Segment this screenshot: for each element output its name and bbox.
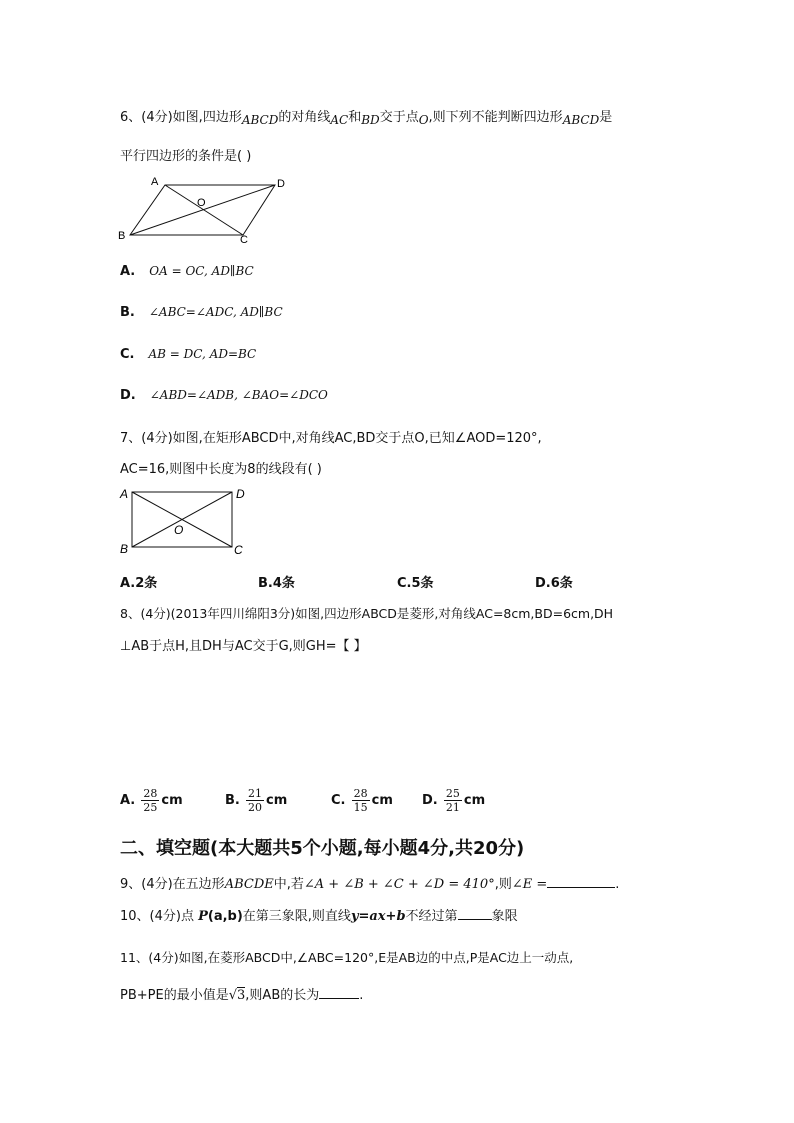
q6-option-d-expr: ∠ABD=∠ADB, ∠BAO=∠DCO — [149, 388, 328, 402]
q6-option-c-expr: AB = DC, AD=BC — [148, 347, 257, 361]
q8-option-c-den: 15 — [353, 801, 368, 814]
q8-option-b-fraction — [246, 787, 264, 814]
q8-option-d-num: 25 — [445, 787, 460, 800]
q7-label-b: B — [120, 542, 129, 556]
q11-line1: 11、(4分)如图,在菱形ABCD中,∠ABC=120°,E是AB边的中点,P是AC边上一动点, — [120, 950, 574, 965]
q8-option-b-label: B. — [225, 793, 240, 808]
q8-option-b-unit: cm — [266, 793, 288, 808]
q8-line2: ⊥AB于点H,且DH与AC交于G,则GH=【 】 — [120, 639, 367, 654]
q11-line2 — [120, 984, 363, 1003]
q8-option-c-label: C. — [331, 793, 346, 808]
q6-label-c: C — [240, 234, 248, 246]
q7-line2: AC=16,则图中长度为8的线段有( ) — [120, 462, 322, 477]
q6-option-b-label: B. — [120, 305, 135, 320]
q6-text-e: 是 — [599, 110, 613, 125]
q11-line2-a: PB+PE的最小值是 — [120, 988, 229, 1003]
q8-option-a-unit: cm — [161, 793, 183, 808]
q10-mid: 在第三象限,则直线 — [242, 909, 351, 924]
q10-answer-blank[interactable] — [458, 907, 492, 920]
q6-option-d-label: D. — [120, 388, 136, 403]
q8-option-c-fraction — [352, 787, 370, 814]
q8-option-b[interactable] — [225, 787, 287, 814]
q8-option-a-num: 28 — [143, 787, 158, 800]
q7-label-c: C — [234, 543, 243, 557]
q7-label-o: O — [174, 523, 184, 537]
q11-answer-blank[interactable] — [319, 986, 359, 999]
q6-text-a: 6、(4分)如图,四边形 — [120, 110, 242, 125]
q7-option-b[interactable]: B.4条 — [258, 576, 295, 591]
q11-line2-c: . — [359, 988, 364, 1003]
q6-text-b: 的对角线 — [278, 110, 331, 125]
q9-prefix: 9、(4分)在五边形 — [120, 877, 225, 892]
q8-option-b-num: 21 — [248, 787, 262, 800]
q7-option-a[interactable]: A.2条 — [120, 576, 158, 591]
q8-option-a-label: A. — [120, 793, 136, 808]
q7-label-a: A — [120, 487, 129, 501]
q9-mid: 中,若 — [273, 877, 304, 892]
q6-abcd-2: ABCD — [562, 113, 600, 127]
q9-then: ,则 — [494, 877, 512, 892]
q10-line-eq: y=ax+b — [350, 909, 406, 924]
q6-option-b[interactable] — [120, 305, 283, 320]
q6-text-d: ,则下列不能判断四边形 — [428, 110, 563, 125]
q6-label-d: D — [277, 178, 285, 190]
q11-sqrt: √3 — [228, 988, 246, 1003]
q9-pentagon-name: ABCDE — [224, 877, 274, 892]
q8-option-d-unit: cm — [463, 793, 486, 808]
q10-line — [120, 905, 518, 924]
q8-option-a-fraction — [141, 787, 159, 814]
q6-and: 和 — [348, 110, 362, 125]
q6-o: O — [418, 113, 429, 127]
q6-option-a-expr: OA = OC, AD∥BC — [149, 264, 254, 278]
q7-label-d: D — [236, 487, 245, 501]
q7-option-c[interactable]: C.5条 — [397, 576, 434, 591]
q9-line — [120, 873, 619, 892]
q6-diagonal-bd — [130, 185, 275, 235]
q6-option-a-label: A. — [120, 264, 136, 279]
q6-parallelogram-figure — [110, 172, 300, 247]
q10-prefix: 10、(4分)点 — [120, 909, 194, 924]
q8-option-c-num: 28 — [353, 787, 368, 800]
q6-option-d[interactable] — [120, 388, 328, 403]
q8-option-c[interactable] — [331, 787, 393, 814]
q9-expr: ∠A + ∠B + ∠C + ∠D = 410° — [303, 877, 495, 892]
q6-label-a: A — [151, 176, 159, 188]
q6-label-b: B — [118, 230, 126, 242]
q7-rectangle-figure — [112, 482, 262, 562]
q8-option-c-unit: cm — [371, 793, 393, 808]
q8-option-b-den: 20 — [248, 801, 262, 814]
q10-point: P — [198, 909, 208, 924]
q11-sqrt-value: 3 — [237, 988, 246, 1003]
q6-option-c[interactable] — [120, 347, 256, 362]
q6-text-c: 交于点 — [379, 110, 419, 125]
q6-option-b-expr: ∠ABC=∠ADC, AD∥BC — [148, 305, 283, 319]
q8-option-d-label: D. — [422, 793, 438, 808]
q6-option-c-label: C. — [120, 347, 135, 362]
q6-option-a[interactable] — [120, 264, 254, 279]
section-2-heading: 二、填空题(本大题共5个小题,每小题4分,共20分) — [120, 838, 525, 859]
q9-answer-blank[interactable] — [547, 875, 615, 888]
q7-option-d[interactable]: D.6条 — [535, 576, 573, 591]
q10-end1: 不经过第 — [405, 909, 458, 924]
q6-ac: AC — [330, 113, 349, 127]
q8-option-a-den: 25 — [143, 801, 158, 814]
q8-option-d-den: 21 — [445, 801, 460, 814]
q8-option-a[interactable] — [120, 787, 183, 814]
q8-line1: 8、(4分)(2013年四川绵阳3分)如图,四边形ABCD是菱形,对角线AC=8cm,BD=6cm,DH — [120, 606, 614, 621]
q10-coords: (a,b) — [207, 909, 243, 924]
q6-line2: 平行四边形的条件是( ) — [120, 149, 252, 164]
q7-line1: 7、(4分)如图,在矩形ABCD中,对角线AC,BD交于点O,已知∠AOD=120°, — [120, 431, 542, 446]
q11-line2-b: ,则AB的长为 — [245, 988, 320, 1003]
q6-bd: BD — [361, 113, 380, 127]
q9-end: . — [615, 877, 620, 892]
q6-line1 — [120, 106, 612, 125]
q6-abcd: ABCD — [241, 113, 279, 127]
q10-end2: 象限 — [491, 909, 518, 924]
q8-option-d[interactable] — [422, 787, 485, 814]
q6-label-o: O — [197, 197, 206, 209]
q8-option-d-fraction — [444, 787, 462, 814]
q9-ask: ∠E = — [511, 877, 548, 892]
